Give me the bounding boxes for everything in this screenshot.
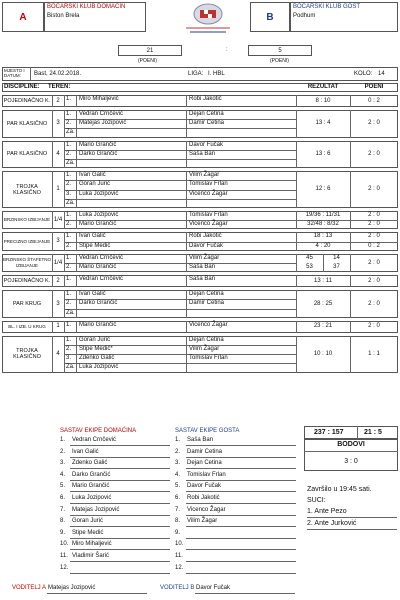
guest-leader-label: VODITELJ B <box>160 585 195 591</box>
result-header: REZULTAT <box>307 84 339 90</box>
guest-roster-number: 2. <box>175 448 181 455</box>
guest-roster-number: 10. <box>175 541 184 548</box>
guest-player: Vicenco Žagar <box>189 321 228 328</box>
roster-line <box>70 526 170 527</box>
discipline-name: TROJKA KLASIČNO <box>13 348 41 361</box>
home-roster-number: 6. <box>60 495 66 501</box>
guest-player: Dejan Cetina <box>189 111 224 117</box>
roster-line <box>70 480 170 481</box>
row-number: 1. <box>66 291 72 298</box>
roster-line <box>186 445 296 446</box>
guest-player: Saša Ban <box>189 150 216 157</box>
home-player: Luka Jozipović <box>79 212 119 218</box>
home-player: Goran Jurić <box>79 336 111 343</box>
guest-player: Robi Jakotić <box>189 233 222 240</box>
place-value: Bast, 24.02.2018. <box>34 71 82 77</box>
guest-player: Dejan Cetina <box>189 336 224 343</box>
home-player: Vedran Crnčević <box>79 276 124 283</box>
home-roster-player: Zdenko Galić <box>72 460 108 467</box>
home-leader-label: VODITELJ A <box>12 585 47 591</box>
roster-line <box>70 573 170 574</box>
row-number: 1. <box>66 212 72 218</box>
terrain-header: TEREN: <box>48 84 71 90</box>
judges-label: SUCI: <box>307 497 326 504</box>
guest-roster-number: 11. <box>175 553 183 559</box>
home-roster-number: 3. <box>60 460 66 467</box>
points: 2 : 0 <box>368 120 380 127</box>
points: 2 : 0 <box>368 233 380 240</box>
totals-right: 21 : 5 <box>364 429 382 436</box>
guest-roster-number: 3. <box>175 460 181 467</box>
row-number: 1. <box>66 276 72 283</box>
roster-line <box>186 468 296 469</box>
guest-roster-player: Vilim Žagar <box>187 518 218 525</box>
guest-club-name: Podhum <box>293 13 316 19</box>
result: 4 : 20 <box>315 242 331 249</box>
guest-roster-player: Davor Fučak <box>187 483 222 490</box>
home-roster-player: Ivan Galić <box>72 448 99 455</box>
guest-letter: B <box>266 12 274 23</box>
points: 2 : 0 <box>368 277 380 284</box>
league-value: I. HBL <box>208 71 225 77</box>
result: 19/36 : 11/31 <box>305 212 341 218</box>
discipline-name: POJEDINAČNO K. <box>3 98 51 104</box>
home-player: Mario Grančić <box>79 221 117 228</box>
roster-line <box>186 573 296 574</box>
discipline-name: PAR KLASIČNO <box>6 120 48 127</box>
row-number: 1. <box>66 172 72 179</box>
row-number: 1. <box>66 336 72 343</box>
row-number: Za. <box>66 199 75 206</box>
discipline-terrain: 1 <box>56 323 60 330</box>
home-player: Matejas Jozipović <box>79 120 127 127</box>
roster-line <box>70 468 170 469</box>
guest-player: Damir Cetina <box>189 120 225 127</box>
guest-player: Saša Ban <box>189 264 216 270</box>
discipline-terrain: 2 <box>56 97 60 104</box>
row-number: 1. <box>66 96 72 102</box>
discipline-name: PAR KRUG <box>12 300 42 307</box>
guest-player: Davor Fučak <box>189 141 224 148</box>
roster-line <box>186 457 296 458</box>
roster-line <box>186 503 296 504</box>
points: 0 : 2 <box>368 242 380 249</box>
result: 12 : 6 <box>315 186 331 193</box>
roster-line <box>70 503 170 504</box>
result: 18 : 13 <box>313 233 333 240</box>
discipline-terrain: 1/4 <box>53 216 63 223</box>
home-player: Ivan Galić <box>79 291 106 298</box>
guest-player: Tomislav Frlan <box>189 212 228 218</box>
guest-roster-player: Saša Ban <box>187 437 214 443</box>
home-roster-number: 8. <box>60 518 66 525</box>
home-roster-player: Goran Jurić <box>72 518 104 525</box>
home-player: Mario Grančić <box>79 264 117 270</box>
guest-player: Saša Ban <box>189 276 216 283</box>
home-player: Darko Grančić <box>79 300 118 307</box>
home-player: Miro Mihaljević <box>79 96 119 102</box>
home-player: Luka Jozipović <box>79 364 119 371</box>
guest-roster-number: 1. <box>175 437 181 443</box>
guest-roster-player: Dejan Cetina <box>187 460 222 467</box>
result: 10 : 10 <box>313 350 333 357</box>
home-player: Goran Jurić <box>79 181 111 188</box>
home-player: Ivan Galić <box>79 172 106 179</box>
home-roster-player: Vedran Crnčević <box>72 437 117 443</box>
points: 0 : 2 <box>368 97 380 104</box>
home-roster-player: Vladimir Šarić <box>72 553 110 559</box>
home-roster-number: 7. <box>60 506 66 513</box>
home-letter: A <box>19 12 27 23</box>
roster-line <box>186 480 296 481</box>
discipline-name: BRZINSKO IZBIJANJE <box>3 217 51 223</box>
discipline-name: TROJKA KLASIČNO <box>13 183 41 196</box>
guest-roster-number: 6. <box>175 495 181 501</box>
discipline-terrain: 1 <box>56 186 60 193</box>
home-player: Luka Jozipović <box>79 190 119 197</box>
roster-line <box>186 491 296 492</box>
result: 13 : 6 <box>315 150 331 157</box>
result: 14 <box>333 254 340 261</box>
discipline-name: PAR KLASIČNO <box>6 151 48 158</box>
home-player: Mario Grančić <box>79 141 117 148</box>
guest-roster-number: 4. <box>175 471 181 478</box>
row-number: 3. <box>66 190 72 197</box>
guest-roster-number: 7. <box>175 506 181 513</box>
home-caption: BOĆARSKI KLUB DOMAĆIN <box>47 4 126 10</box>
guest-player: Dejan Cetina <box>189 291 224 298</box>
row-number: Za. <box>66 309 75 316</box>
points-colon: : <box>226 47 228 53</box>
guest-points: 5 <box>278 48 282 54</box>
guest-player: Tomislav Frlan <box>189 181 228 188</box>
guest-player: Vicenco Žagar <box>189 190 228 197</box>
discipline-terrain: 4 <box>56 150 60 157</box>
row-number: 2. <box>66 221 72 228</box>
row-number: Za. <box>66 364 75 371</box>
roster-line <box>186 561 296 562</box>
row-number: 1. <box>66 254 72 261</box>
result: 8 : 10 <box>315 97 331 104</box>
home-player: Zdenko Galić <box>79 355 115 362</box>
home-player: Stipe Medić* <box>79 346 113 352</box>
home-roster-player: Mario Grančić <box>72 483 110 490</box>
round-value: 14 <box>378 71 385 77</box>
discipline-terrain: 4 <box>56 350 60 357</box>
discipline-terrain: 2 <box>56 277 60 284</box>
home-roster-player: Luka Jozipović <box>72 495 112 501</box>
row-number: 2. <box>66 242 72 249</box>
discipline-terrain: 3 <box>56 120 60 127</box>
home-roster-player: Darko Grančić <box>72 471 111 478</box>
home-player: Mario Grančić <box>79 321 117 328</box>
judge-1: 1. Ante Pezo <box>307 508 347 515</box>
home-roster-number: 5. <box>60 483 66 490</box>
roster-line <box>70 538 170 539</box>
discipline-name: PRECIZNO IZBIJANJE <box>3 238 51 244</box>
roster-line <box>70 457 170 458</box>
row-number: 2. <box>66 346 72 352</box>
row-number: Za. <box>66 160 75 166</box>
home-roster-number: 11. <box>60 553 68 559</box>
result: 53 <box>306 264 313 270</box>
place-label: MJESTO I DATUM: <box>4 68 25 78</box>
points: 2 : 0 <box>368 150 380 157</box>
home-player: Darko Grančić <box>79 150 118 157</box>
home-player: Stipe Medić <box>79 242 111 249</box>
points: 2 : 0 <box>368 212 380 218</box>
guest-caption: BOĆARSKI KLUB GOST <box>293 4 361 10</box>
home-roster-number: 4. <box>60 471 66 478</box>
home-player: Vedran Crnčević <box>79 254 124 261</box>
home-roster-number: 12. <box>60 564 69 571</box>
guest-roster-number: 12. <box>175 564 184 571</box>
home-roster-number: 9. <box>60 529 66 536</box>
roster-line <box>70 561 170 562</box>
guest-player: Robi Jakotić <box>189 96 222 102</box>
row-number: 2. <box>66 181 72 188</box>
result: 32/48 : 8/32 <box>307 221 339 228</box>
result: 28 : 25 <box>313 300 333 307</box>
guest-player: Damir Cetina <box>189 300 225 307</box>
points: 2 : 0 <box>368 259 380 266</box>
league-label: LIGA: <box>188 71 204 77</box>
home-roster-number: 1. <box>60 437 66 443</box>
guest-roster-player: Robi Jakotić <box>187 495 220 501</box>
bodovi-label: BODOVI <box>337 441 365 448</box>
home-roster-player: Matejas Jozipović <box>72 506 120 513</box>
discipline-name: BRZINSKO ŠTAFETNO IZBIJANJE <box>3 256 51 268</box>
result: 13 : 4 <box>315 120 331 127</box>
row-number: 2. <box>66 300 72 307</box>
result: 13 : 11 <box>314 277 332 284</box>
row-number: 2. <box>66 264 72 270</box>
result: 45 <box>306 254 313 261</box>
home-points: 21 <box>146 48 154 54</box>
totals-left: 237 : 157 <box>314 429 344 436</box>
home-roster-player: Stipe Medić <box>72 529 104 536</box>
roster-line <box>186 549 296 550</box>
row-number: 1. <box>66 141 72 148</box>
bodovi-value: 3 : 0 <box>344 458 358 465</box>
home-player: Ivan Galić <box>79 233 106 240</box>
points: 2 : 0 <box>368 186 380 193</box>
points: 2 : 0 <box>368 323 380 330</box>
row-number: 3. <box>66 355 72 362</box>
row-number: 2. <box>66 150 72 157</box>
roster-line <box>70 445 170 446</box>
roster-line <box>70 549 170 550</box>
row-number: 1. <box>66 233 72 240</box>
home-player: Vedran Crnčević <box>79 111 124 117</box>
finished-time: Završilo u 19:45 sati. <box>307 486 372 493</box>
judge-2: 2. Ante Jurković <box>307 520 357 527</box>
guest-player: Vilim Žagar <box>189 172 220 179</box>
guest-roster-number: 9. <box>175 529 181 536</box>
home-leader-value: Matejas Jozipović <box>48 585 96 591</box>
guest-roster-player: Damir Cetina <box>187 448 223 455</box>
result: 37 <box>333 264 340 270</box>
guest-player: Vicenco Žagar <box>189 221 228 228</box>
roster-line <box>70 491 170 492</box>
home-roster-player: Miro Mihaljević <box>72 541 112 548</box>
home-roster-number: 2. <box>60 448 66 455</box>
roster-line <box>186 538 296 539</box>
guest-roster-player: Vicenco Žagar <box>187 506 226 513</box>
discipline-name: BL. I IZB. U KRUG <box>8 323 46 329</box>
guest-roster-number: 5. <box>175 483 181 490</box>
guest-player: Davor Fučak <box>189 242 224 249</box>
roster-line <box>186 515 296 516</box>
home-points-caption: (POENI) <box>138 58 157 64</box>
home-roster-title: SASTAV EKIPE DOMAĆINA <box>60 428 137 434</box>
guest-roster-player: Tomislav Frlan <box>187 471 226 478</box>
row-number: 2. <box>66 120 72 127</box>
discipline-name: POJEDINAČNO K. <box>3 278 51 285</box>
guest-roster-number: 8. <box>175 518 181 525</box>
guest-roster-title: SASTAV EKIPE GOSTA <box>175 428 240 434</box>
guest-player: Vilim Žagar <box>189 346 220 352</box>
guest-player: Vilim Žagar <box>189 254 220 261</box>
home-roster-number: 10. <box>60 541 69 548</box>
guest-points-caption: (POENI) <box>270 58 289 64</box>
discipline-terrain: 1/4 <box>53 259 63 266</box>
roster-line <box>70 515 170 516</box>
row-number: 1. <box>66 111 72 117</box>
roster-line <box>186 526 296 527</box>
result: 23 : 21 <box>313 323 333 330</box>
points: 1 : 1 <box>368 350 380 357</box>
discipline-header: DISCIPLINE: <box>4 84 40 90</box>
row-number: Za. <box>66 129 75 136</box>
guest-player: Tomislav Frlan <box>189 355 228 362</box>
points-header: POENI <box>364 84 384 90</box>
discipline-terrain: 3 <box>56 238 60 245</box>
discipline-terrain: 3 <box>56 300 60 307</box>
row-number: 1. <box>66 321 72 328</box>
points: 2 : 0 <box>368 221 380 228</box>
home-club-name: Biston Brela <box>47 13 80 19</box>
round-label: KOLO: <box>354 71 373 77</box>
guest-leader-value: Davor Fučak <box>196 585 231 591</box>
points: 2 : 0 <box>368 300 380 307</box>
